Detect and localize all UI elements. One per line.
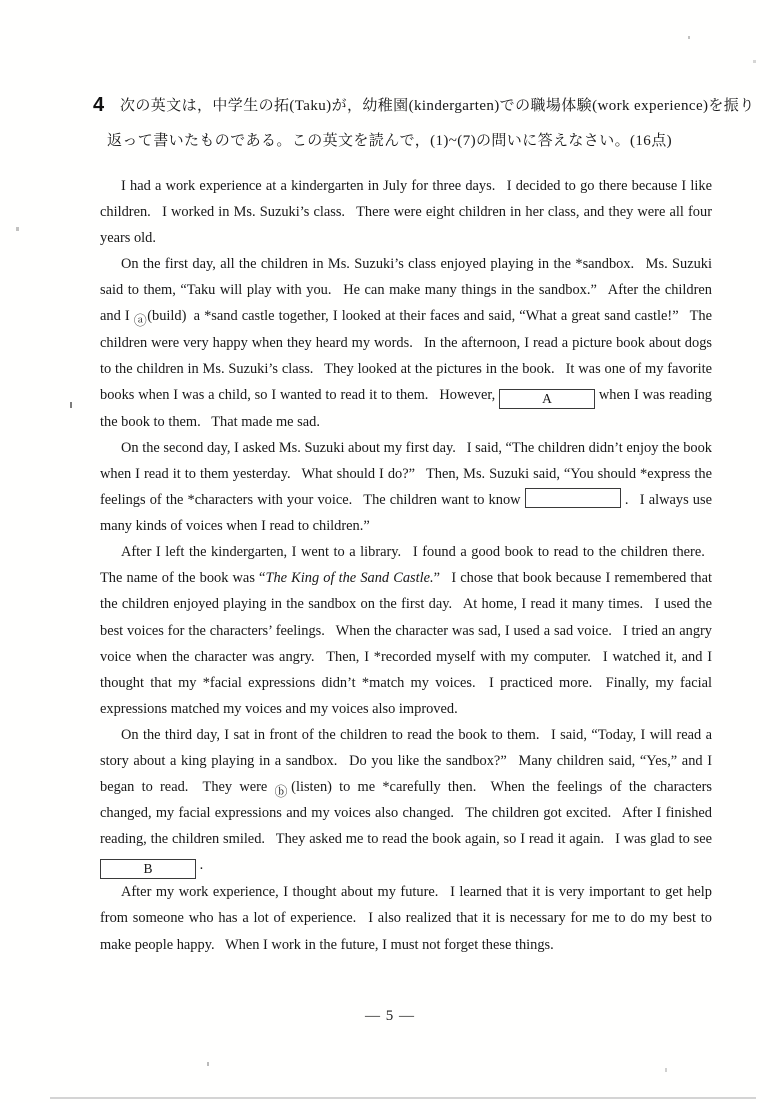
text-run: . I always use many kinds of voices when I read to children.” <box>100 492 712 535</box>
circled-letter-a: ⓐ <box>133 314 148 330</box>
passage-paragraph-4 <box>100 539 712 722</box>
scan-artifact <box>207 1062 209 1066</box>
scan-artifact <box>70 402 72 408</box>
passage <box>100 173 712 958</box>
passage-paragraph-5 <box>100 722 712 879</box>
passage-paragraph-6 <box>100 879 712 957</box>
text-run: (listen) to me *carefully then. When the feelings of the characters changed, my facial expressions and my voices also changed. The children got excited. After I finished reading, the children smiled. They asked me to read the book again, so I read it again. I was glad to see <box>100 779 712 848</box>
scan-artifact <box>688 36 690 39</box>
scan-artifact <box>16 227 19 231</box>
passage-paragraph-1 <box>100 173 712 251</box>
book-title: The King of the Sand Castle. <box>265 570 434 587</box>
scan-artifact <box>753 60 756 63</box>
passage-paragraph-3 <box>100 435 712 539</box>
text-run: I had a work experience at a kindergarten in July for three days. I decided to go there because I like children. I worked in Ms. Suzuki’s class. There were eight children in her class, and they were all four years old. <box>100 178 712 247</box>
passage-paragraph-2 <box>100 251 712 435</box>
scan-artifact <box>665 1068 667 1072</box>
answer-blank-unlabeled <box>525 488 621 508</box>
text-run: On the third day, I sat in front of the children to read the book to them. I said, “Today, I will read a story about a king playing in a sandbox. Do you like the sandbox?” Many children said, “Yes,” and I began to read. They were <box>100 726 712 796</box>
question-prompt-line-1: 次の英文は，中学生の拓(Taku)が，幼稚園(kindergarten)での職場体験(work experience)を振り <box>120 98 755 114</box>
answer-blank-b: B <box>100 859 196 879</box>
text-run: After my work experience, I thought about my future. I learned that it is very important to get help from someone who has a lot of experience. I also realized that it is necessary for me to do my best to make people happy. When I work in the future, I must not forget these things. <box>100 884 712 953</box>
page-number: — 5 — <box>365 1008 415 1024</box>
text-run: (build) a *sand castle together, I looked at their faces and said, “What a great sand castle!” The children were very happy when they heard my words. In the afternoon, I read a picture book about dogs to the children in Ms. Suzuki’s class. They looked at the pictures in the book. It was one of my favorite books when I was a child, so I wanted to read it to them. However, <box>100 308 713 403</box>
scan-edge-line <box>50 1097 756 1099</box>
circled-letter-b: ⓑ <box>274 785 292 801</box>
page-footer <box>0 1008 780 1025</box>
answer-blank-a: A <box>499 389 595 409</box>
text-run: On the second day, I asked Ms. Suzuki about my first day. I said, “The children didn’t enjoy the book when I read it to them yesterday. What should I do?” Then, Ms. Suzuki said, “You should *express the feelings of the *characters with your voice. The children want to know <box>100 439 712 509</box>
text-run: On the first day, all the children in Ms. Suzuki’s class enjoyed playing in the *sandbox. Ms. Suzuki said to them, “Taku will play with you. He can make many things in the sandbox.” After the children and I <box>100 256 712 325</box>
question-number: 4 <box>93 94 105 116</box>
text-run: ” I chose that book because I remembered that the children enjoyed playing in the sandbox on the first day. At home, I read it many times. I used the best voices for the characters’ feelings. When the character was sad, I used a sad voice. I tried an angry voice when the character was angry. Then, I *recorded myself with my computer. I watched it, and I thought that my *facial expressions didn’t *match my voices. I practiced more. Finally, my facial expressions matched my voices and my voices also improved. <box>100 570 712 717</box>
text-run: . <box>196 857 204 874</box>
text-run: when I was reading the book to them. That made me sad. <box>100 386 712 430</box>
text-run: After I left the kindergarten, I went to a library. I found a good book to read to the children there. The name of the book was “ <box>100 544 712 587</box>
question-prompt-line-2: 返って書いたものである。この英文を読んで，(1)~(7)の問いに答えなさい。(16点) <box>107 133 672 149</box>
